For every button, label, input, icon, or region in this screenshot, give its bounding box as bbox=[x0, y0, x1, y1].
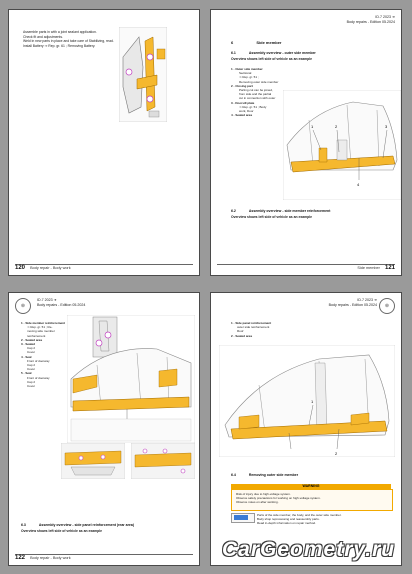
bullet-item: Check fit and adjustments. bbox=[23, 34, 63, 39]
page-header bbox=[37, 298, 85, 308]
header-edition: Body repairs - Edition 05.2024 bbox=[37, 303, 86, 307]
legend-item: ⇒ Rep. gr. 51 ; Re- bbox=[27, 325, 53, 330]
legend-item: moving side member bbox=[27, 329, 55, 334]
page-number: 120 bbox=[15, 265, 26, 271]
warning-box bbox=[231, 489, 393, 511]
figure-legend bbox=[231, 67, 291, 117]
detail-figure-right bbox=[131, 443, 195, 479]
warning-label: WARNING bbox=[302, 484, 320, 488]
legend-item: 4 - Seal bbox=[21, 354, 32, 359]
side-member-figure bbox=[283, 90, 401, 200]
figure-caption: Overview shows left side of vehicle as an example bbox=[231, 215, 313, 219]
subsection-number: 6.4 bbox=[231, 473, 236, 477]
page-footer bbox=[217, 264, 395, 272]
legend-item: ⇒ Rep. gr. 51 ; bbox=[239, 75, 259, 80]
page-120 bbox=[8, 9, 200, 276]
legend-item: 3 - Doorsill plate bbox=[231, 100, 255, 105]
note-line: Body shop reprocessing and reassembly parts. bbox=[257, 517, 320, 522]
note-text bbox=[257, 513, 391, 526]
subsection-title: Removing outer side member bbox=[248, 473, 299, 477]
watermark-text: CarGeometry.ru bbox=[222, 538, 396, 561]
header-model: ID.7 2023 ➜ bbox=[357, 298, 377, 302]
legend-item: 5 - Seal bbox=[21, 371, 32, 376]
note-line: Read in-depth information on repair method. bbox=[257, 521, 316, 526]
legend-item: reinforcement bbox=[27, 333, 46, 338]
page-footer bbox=[15, 554, 193, 562]
legend-item: Roof bbox=[237, 329, 244, 334]
callout-2: 2 bbox=[335, 451, 338, 456]
legend-item: 2 - Sealed area bbox=[231, 333, 253, 338]
subsection-heading-6-4 bbox=[231, 473, 298, 477]
legend-item: Front of doorway bbox=[27, 375, 50, 380]
legend-item: cut in connection with outer bbox=[239, 96, 276, 101]
note-icon bbox=[231, 513, 255, 523]
subsection-heading-6-3 bbox=[21, 523, 134, 527]
bullet-item: Weld in new parts in place and take care of Stabilizing, read. bbox=[23, 39, 114, 44]
callout-3: 3 bbox=[385, 124, 388, 129]
callout-4: 4 bbox=[357, 182, 360, 187]
subsection-heading-6-2 bbox=[231, 209, 330, 213]
legend-item: 2 - Sealed area bbox=[21, 337, 43, 342]
footer-text: Body repair - Body work bbox=[30, 266, 71, 270]
header-edition: Body repairs - Edition 05.2024 bbox=[328, 303, 377, 307]
reinforcement-figure bbox=[67, 315, 195, 443]
legend-item: Parting cut can be joined, bbox=[239, 88, 273, 93]
warning-text bbox=[236, 492, 386, 504]
legend-item: 3 - Sealed bbox=[21, 342, 36, 347]
legend-item: 2 - Closing part bbox=[231, 83, 253, 88]
legend-item: Cover bbox=[27, 367, 36, 372]
page-footer bbox=[15, 264, 193, 272]
subsection-number: 6.2 bbox=[231, 209, 236, 213]
subsection-title: Assembly overview - side panel reinforcement (rear area) bbox=[38, 523, 134, 527]
legend-item: 1 - Side member reinforcement bbox=[21, 321, 66, 325]
page-header bbox=[329, 298, 377, 308]
warning-line: Observe notes on after working. bbox=[236, 500, 279, 504]
legend-item: Cover bbox=[27, 350, 36, 355]
legend-item: outer side reinforcement bbox=[237, 325, 270, 330]
info-icon bbox=[234, 515, 248, 520]
subsection-number: 6.1 bbox=[231, 51, 236, 55]
subsection-heading-6-1 bbox=[231, 51, 316, 55]
section-title: Side member bbox=[256, 40, 282, 45]
legend-item: 4 - Sealed area bbox=[231, 113, 253, 118]
detail-figure-left bbox=[61, 443, 125, 479]
legend-item: 1 - Outer side member bbox=[231, 67, 263, 71]
section-heading bbox=[231, 40, 281, 45]
legend-item: ⇒ Rep. gr. 51 ; Body bbox=[239, 104, 267, 109]
page-122 bbox=[8, 292, 200, 566]
callout-1: 1 bbox=[311, 124, 314, 129]
header-model: ID.7 2023 ➜ bbox=[375, 15, 395, 19]
subsection-title: Assembly overview - outer side member bbox=[248, 51, 316, 55]
legend-item: 1 - Side panel reinforcement bbox=[231, 321, 272, 325]
footer-text: Side member bbox=[357, 266, 380, 270]
legend-item: Front of doorway bbox=[27, 358, 50, 363]
legend-item: Sectional bbox=[239, 71, 252, 76]
header-edition: Body repairs - Edition 05.2024 bbox=[346, 20, 395, 24]
figure-caption: Overview shows left side of vehicle as an example bbox=[231, 57, 313, 61]
figure-legend bbox=[231, 321, 291, 338]
page-123 bbox=[210, 292, 402, 566]
page-number: 122 bbox=[15, 555, 26, 561]
warning-line: Observe safety precautions for working on high-voltage system. bbox=[236, 496, 321, 500]
page-number: 121 bbox=[384, 265, 395, 271]
side-panel-figure bbox=[219, 345, 395, 457]
brand-logo-icon: ⊛ bbox=[379, 298, 395, 314]
legend-item: Removing outer side member bbox=[239, 79, 279, 84]
note-line: Parts of the side member, the body, and the outer side member. bbox=[257, 513, 342, 517]
page-121 bbox=[210, 9, 402, 276]
footer-text: Body repair - Body work bbox=[30, 556, 71, 560]
subsection-number: 6.3 bbox=[21, 523, 26, 527]
legend-item: from side and the partial bbox=[239, 92, 272, 97]
bullet-item: Install Battery ⇒ Rep. gr. 61 ; Removing Battery. bbox=[23, 43, 96, 48]
figure-caption: Overview shows left side of vehicle as an example bbox=[21, 529, 103, 533]
legend-item: work, Door bbox=[239, 109, 254, 114]
callout-2: 2 bbox=[335, 124, 338, 129]
legend-item: Cap 2 bbox=[27, 363, 36, 368]
callout-1: 1 bbox=[311, 399, 314, 404]
brand-logo-icon: ⊛ bbox=[15, 298, 31, 314]
header-model: ID.7 2023 ➜ bbox=[37, 298, 57, 302]
pillar-figure bbox=[119, 27, 167, 122]
legend-item: Cap 2 bbox=[27, 346, 36, 351]
page-header bbox=[347, 15, 395, 25]
legend-item: Cover bbox=[27, 384, 36, 389]
bullet-list bbox=[23, 30, 123, 48]
warning-line: Risk of injury due to high-voltage system. bbox=[236, 492, 291, 496]
subsection-title: Assembly overview - side member reinforcement bbox=[248, 209, 331, 213]
legend-item: Cap 2 bbox=[27, 379, 36, 384]
bullet-item: Assemble parts in with a joint sealant application. bbox=[23, 30, 97, 34]
section-number: 6 bbox=[231, 40, 234, 45]
